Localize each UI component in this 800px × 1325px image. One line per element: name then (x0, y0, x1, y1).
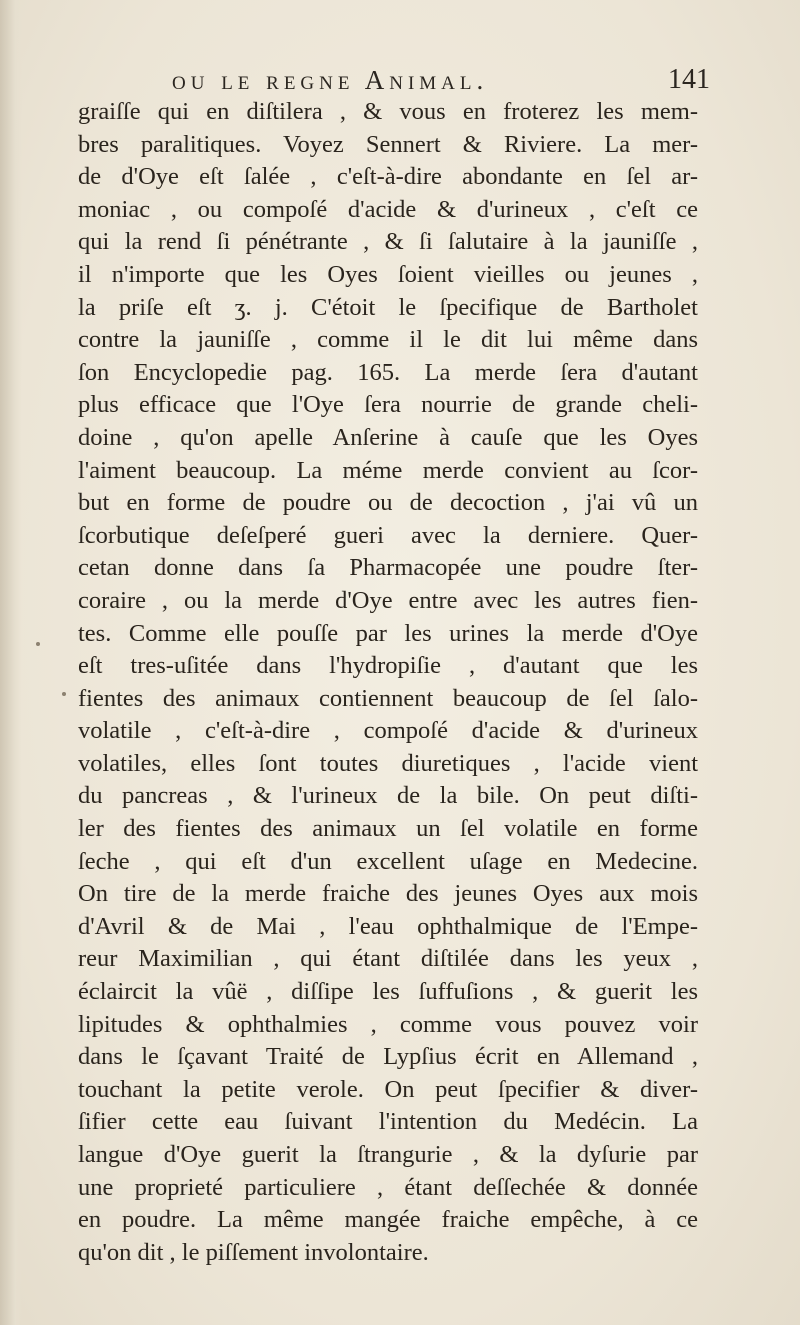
text-line: dans le ſçavant Traité de Lypſius écrit en Allemand , (78, 1043, 698, 1071)
page-number: 141 (668, 64, 710, 95)
text-line: touchant la petite verole. On peut ſpecifier & diver- (78, 1075, 698, 1103)
text-line: bres paralitiques. Voyez Sennert & Riviere. La mer- (78, 130, 698, 158)
text-line: la priſe eſt ʒ. j. C'étoit le ſpecifique de Bartholet (78, 293, 698, 321)
text-line: ſon Encyclopedie pag. 165. La merde ſera d'autant (78, 358, 698, 386)
text-line: en poudre. La même mangée fraiche empêche, à ce (78, 1206, 698, 1234)
text-line: On tire de la merde fraiche des jeunes Oyes aux mois (78, 880, 698, 908)
text-line: l'aiment beaucoup. La méme merde convient au ſcor- (78, 456, 698, 484)
text-line: tes. Comme elle pouſſe par les urines la merde d'Oye (78, 619, 698, 647)
page-header (60, 60, 710, 100)
text-line: une proprieté particuliere , étant deſſechée & donnée (78, 1173, 698, 1201)
text-line: ſcorbutique deſeſperé gueri avec la derniere. Quer- (78, 521, 698, 549)
body-text (78, 96, 698, 1269)
text-line: reur Maximilian , qui étant diſtilée dans les yeux , (78, 945, 698, 973)
text-line: volatiles, elles ſont toutes diuretiques , l'acide vient (78, 749, 698, 777)
text-line: de d'Oye eſt ſalée , c'eſt-à-dire abondante en ſel ar- (78, 163, 698, 191)
text-line: ler des fientes des animaux un ſel volatile en forme (78, 815, 698, 843)
text-line: lipitudes & ophthalmies , comme vous pouvez voir (78, 1010, 698, 1038)
text-line: ſifier cette eau ſuivant l'intention du Medécin. La (78, 1108, 698, 1136)
text-line: qui la rend ſi pénétrante , & ſi ſalutaire à la jauniſſe , (78, 228, 698, 256)
text-line: coraire , ou la merde d'Oye entre avec les autres fien- (78, 586, 698, 614)
text-line: qu'on dit , le piſſement involontaire. (78, 1238, 429, 1266)
text-line: moniac , ou compoſé d'acide & d'urineux , c'eſt ce (78, 195, 698, 223)
text-line: d'Avril & de Mai , l'eau ophthalmique de l'Empe- (78, 912, 698, 940)
text-line: contre la jauniſſe , comme il le dit lui même dans (78, 326, 698, 354)
text-line: volatile , c'eſt-à-dire , compoſé d'acide & d'urineux (78, 717, 698, 745)
margin-speck (36, 642, 40, 646)
text-line: fientes des animaux contiennent beaucoup de ſel ſalo- (78, 684, 698, 712)
text-line: doine , qu'on apelle Anſerine à cauſe que les Oyes (78, 423, 698, 451)
text-line: éclaircit la vûë , diſſipe les ſuffuſions , & guerit les (78, 978, 698, 1006)
text-line: eſt tres-uſitée dans l'hydropiſie , d'autant que les (78, 652, 698, 680)
text-line: but en forme de poudre ou de decoction , j'ai vû un (78, 489, 698, 517)
text-line: graiſſe qui en diſtilera , & vous en froterez les mem- (78, 98, 698, 125)
running-title: ou le regne Animal. (172, 65, 489, 95)
text-line: plus efficace que l'Oye ſera nourrie de grande cheli- (78, 391, 698, 419)
page-gutter-shadow (0, 0, 22, 1325)
text-line: du pancreas , & l'urineux de la bile. On peut diſti- (78, 782, 698, 810)
text-line: langue d'Oye guerit la ſtrangurie , & la dyſurie par (78, 1141, 698, 1168)
text-line: il n'importe que les Oyes ſoient vieilles ou jeunes , (78, 260, 698, 288)
text-line: ſeche , qui eſt d'un excellent uſage en Medecine. (78, 847, 698, 875)
margin-speck (62, 692, 66, 696)
text-line: cetan donne dans ſa Pharmacopée une poudre ſter- (78, 554, 698, 582)
